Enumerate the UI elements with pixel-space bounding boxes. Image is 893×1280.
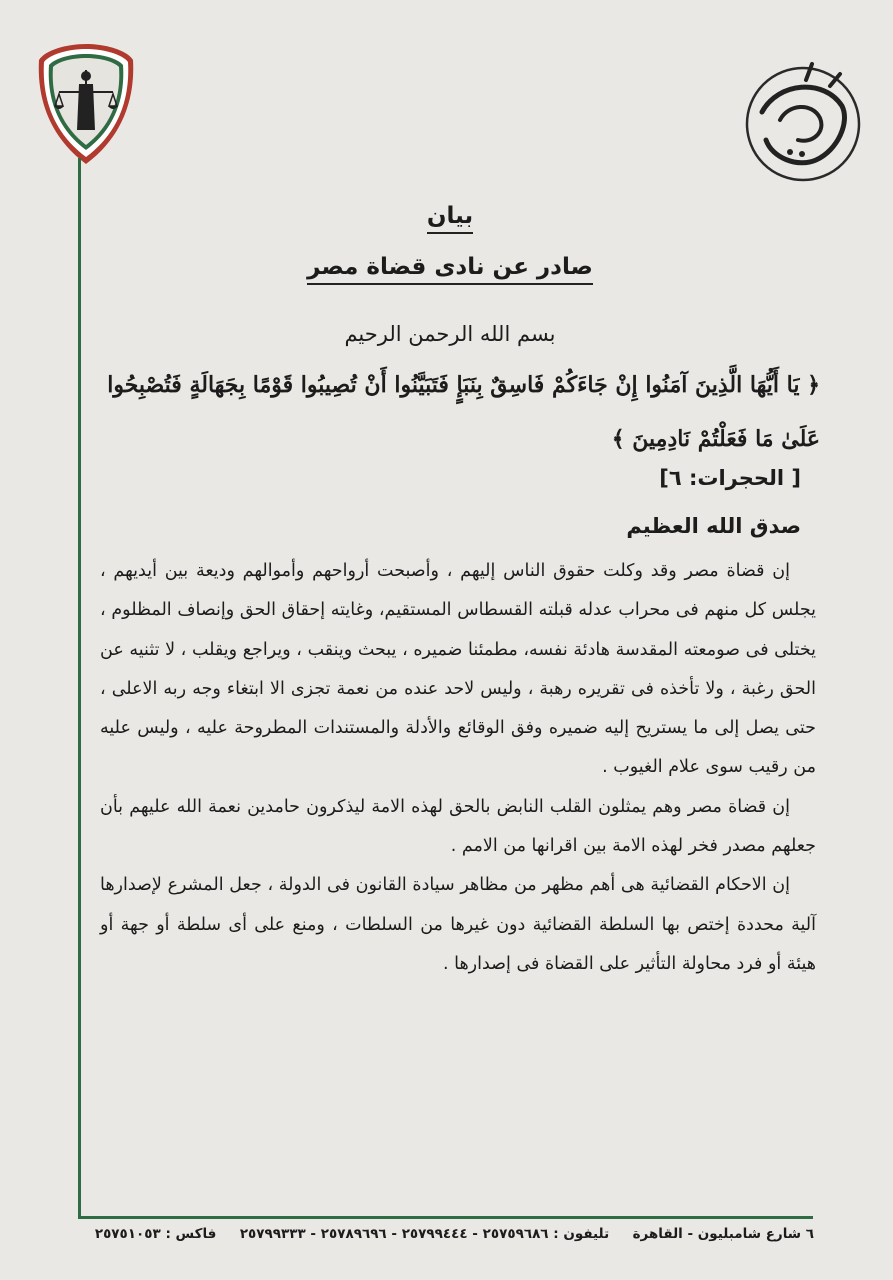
footer-contact xyxy=(78,1226,814,1242)
footer-address: ٦ شارع شامبليون - القاهرة xyxy=(632,1226,814,1242)
left-border-line xyxy=(78,158,81,1218)
statement-body xyxy=(100,552,816,984)
statement-subtitle-text: صادر عن نادى قضاة مصر xyxy=(307,254,593,285)
footer-fax-label: فاكس : xyxy=(165,1226,217,1242)
body-paragraph: إن قضاة مصر وهم يمثلون القلب النابض بالحق لهذه الامة ليذكرون حامدين نعمة الله عليهم بأن جعلهم مصدر فخر لهذه الامة بين اقرانها من الامم . xyxy=(100,796,816,857)
body-paragraph: إن قضاة مصر وقد وكلت حقوق الناس إليهم ، وأصبحت أرواحهم وأموالهم وديعة بين أيديهم ، يجلس كل منهم فى محراب عدله قبلته القسطاس المستقيم، وغايته إحقاق الحق وإنصاف المظلوم ، يختلى فى صومعته المقدسة هادئة نفسه، مطمئنا ضميره ، يبحث وينقب ، ويراجع ويقلب ، لا تثنيه عن الحق رغبة ، ولا تأخذه فى تقريره رهبة ، وليس لاحد عنده من نعمة تجزى الا ابتغاء وجه ربه الاعلى ، حتى يصل إلى ما يستريح إليه ضميره وفق الوقائع والأدلة والمستندات المطروحة عليه ، وليس عليه من رقيب سوى علام الغيوب . xyxy=(100,561,816,778)
footer-fax: ٢٥٧٥١٠٥٣ xyxy=(94,1226,161,1242)
statement-title-text: بيان xyxy=(427,203,473,234)
quran-verse: ﴿ يَا أَيُّهَا الَّذِينَ آمَنُوا إِنْ جَاءَكُمْ فَاسِقٌ بِنَبَإٍ فَتَبَيَّنُوا أَنْ تُصِيبُوا قَوْمًا بِجَهَالَةٍ فَتُصْبِحُوا عَلَىٰ مَا فَعَلْتُمْ نَادِمِينَ ﴾ xyxy=(107,372,820,452)
basmala: بسم الله الرحمن الرحيم xyxy=(344,322,556,346)
footer-phone-label: تليفون : xyxy=(553,1226,610,1242)
verse-closing: صدق الله العظيم xyxy=(626,514,801,538)
club-calligraphy-logo xyxy=(742,60,864,188)
statement-subtitle xyxy=(150,254,750,280)
footer-phones: ٢٥٧٥٩٦٨٦ - ٢٥٧٩٩٤٤٤ - ٢٥٧٨٩٦٩٦ - ٢٥٧٩٩٣٣٣ xyxy=(239,1226,549,1242)
scales-of-justice-emblem xyxy=(35,40,137,168)
statement-title xyxy=(150,203,750,229)
footer-border-line xyxy=(78,1216,813,1219)
body-paragraph: إن الاحكام القضائية هى أهم مظهر من مظاهر سيادة القانون فى الدولة ، جعل المشرع لإصدارها آلية محددة إختص بها السلطة القضائية دون غيرها من السلطات ، ومنع على أى سلطة أو جهة أو هيئة أو فرد محاولة التأثير على القضاة فى إصدارها . xyxy=(100,875,816,974)
verse-reference: [ الحجرات: ٦] xyxy=(659,466,801,490)
